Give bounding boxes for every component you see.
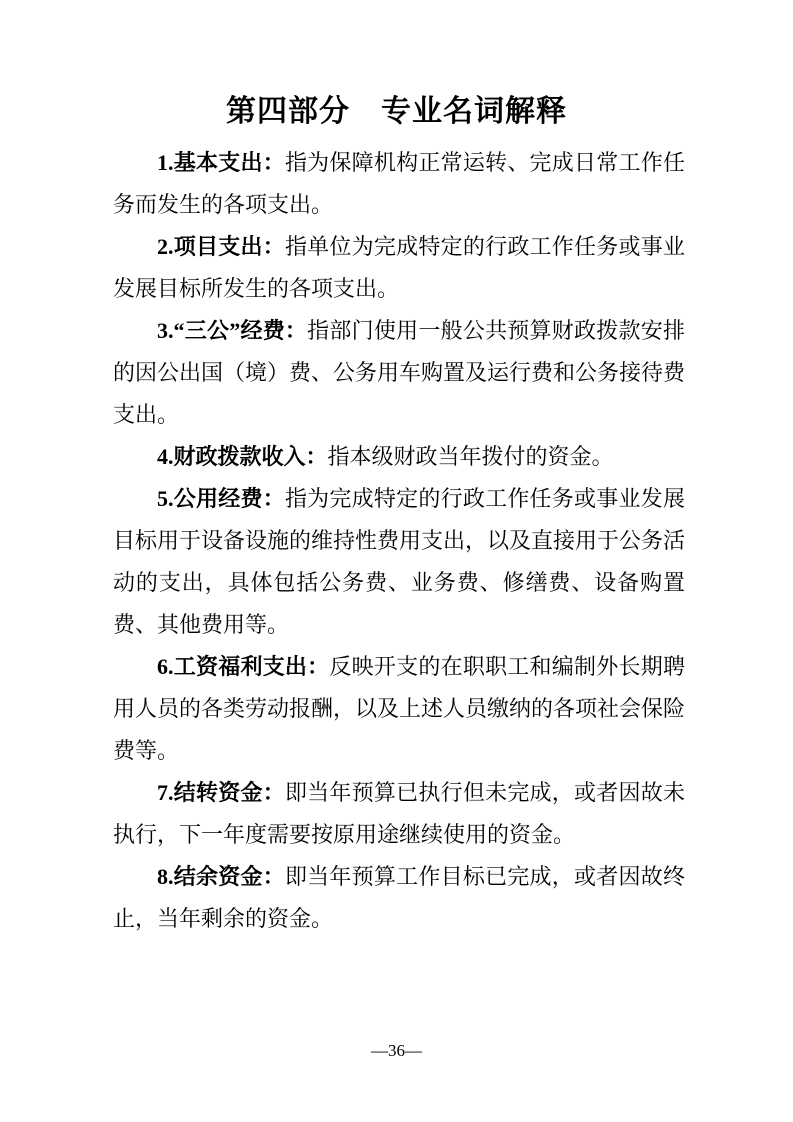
terms-list xyxy=(113,142,685,940)
term-definition: 即当年预算工作目标已完成，或者因故终止，当年剩余的资金。 xyxy=(113,864,685,931)
term-definition: 即当年预算已执行但未完成，或者因故未执行，下一年度需要按原用途继续使用的资金。 xyxy=(113,780,685,847)
term-definition: 指为保障机构正常运转、完成日常工作任务而发生的各项支出。 xyxy=(113,150,685,217)
term-paragraph-project-expenditure xyxy=(113,226,685,310)
term-paragraph-public-funds xyxy=(113,478,685,646)
term-label: 3.“三公”经费： xyxy=(157,318,308,343)
term-definition: 指单位为完成特定的行政工作任务或事业发展目标所发生的各项支出。 xyxy=(113,234,685,301)
term-label: 6.工资福利支出： xyxy=(157,654,330,679)
term-paragraph-salary-welfare-expenditure xyxy=(113,646,685,772)
term-label: 1.基本支出： xyxy=(157,150,285,175)
term-label: 7.结转资金： xyxy=(157,780,285,805)
term-definition: 指本级财政当年拨付的资金。 xyxy=(327,444,614,469)
term-definition: 指部门使用一般公共预算财政拨款安排的因公出国（境）费、公务用车购置及运行费和公务接待费支出。 xyxy=(113,318,686,427)
term-paragraph-carryover-funds xyxy=(113,772,685,856)
term-paragraph-fiscal-appropriation-income xyxy=(113,436,685,478)
term-paragraph-basic-expenditure xyxy=(113,142,685,226)
page-title: 第四部分 专业名词解释 xyxy=(226,95,567,128)
term-label: 4.财政拨款收入： xyxy=(157,444,328,469)
term-definition: 反映开支的在职职工和编制外长期聘用人员的各类劳动报酬，以及上述人员缴纳的各项社会保险费等。 xyxy=(113,654,686,763)
term-label: 5.公用经费： xyxy=(157,486,285,511)
term-paragraph-surplus-funds xyxy=(113,856,685,940)
term-definition: 指为完成特定的行政工作任务或事业发展目标用于设备设施的维持性费用支出，以及直接用于公务活动的支出，具体包括公务费、业务费、修缮费、设备购置费、其他费用等。 xyxy=(113,486,686,637)
term-label: 8.结余资金： xyxy=(157,864,285,889)
term-paragraph-three-public-funds xyxy=(113,310,685,436)
page-number: —36— xyxy=(371,1041,422,1060)
term-label: 2.项目支出： xyxy=(157,234,285,259)
